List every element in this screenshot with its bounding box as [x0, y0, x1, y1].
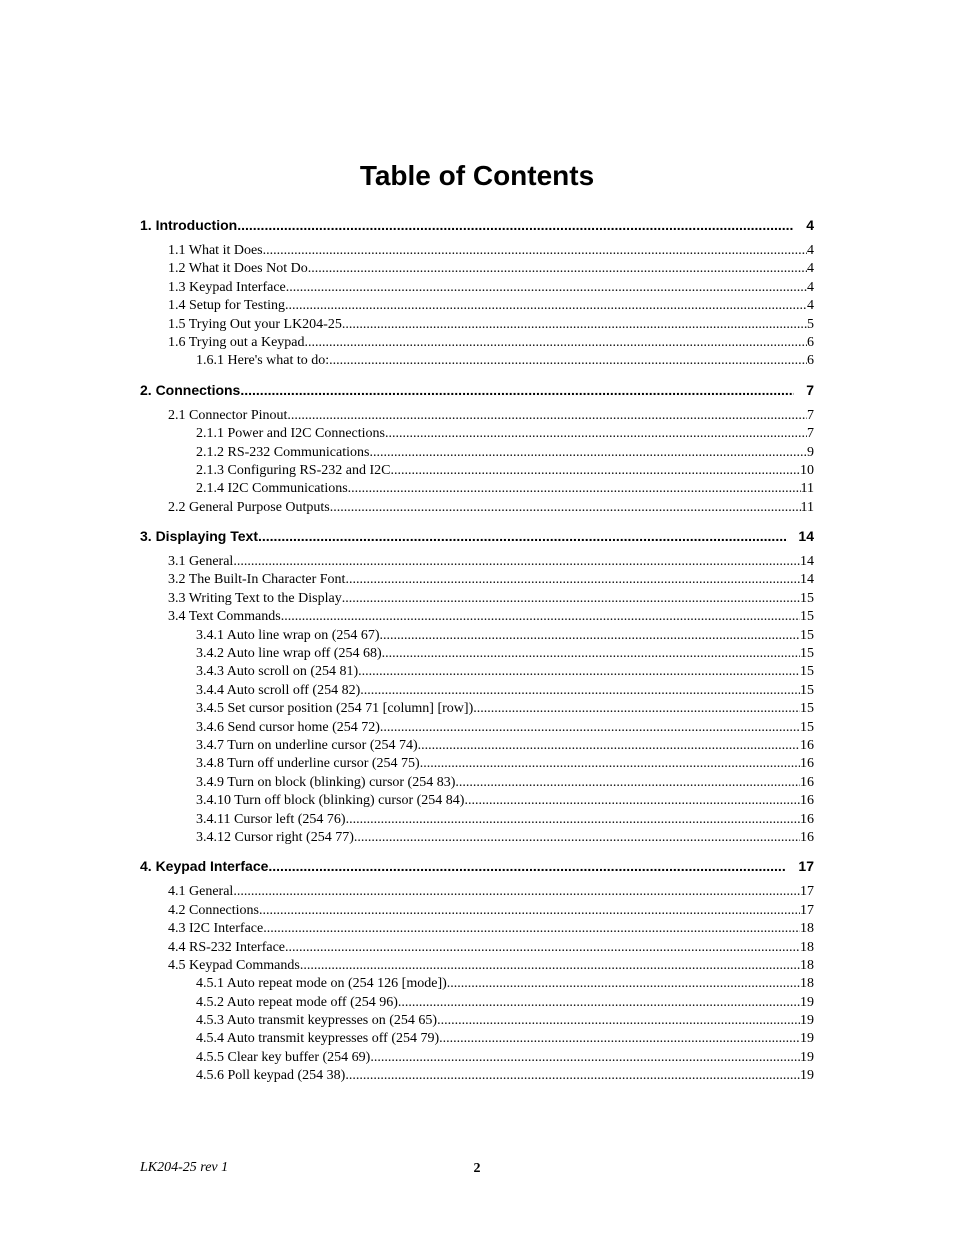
toc-entry-page: 17 [798, 858, 814, 875]
toc-dot-leader [380, 719, 800, 737]
toc-dot-leader [420, 755, 800, 773]
toc-chapter-entry[interactable] [140, 525, 814, 547]
toc-section-entry[interactable] [140, 499, 814, 517]
toc-dot-leader [447, 975, 800, 993]
toc-entry-page: 4 [807, 279, 814, 295]
toc-section-entry[interactable] [140, 571, 814, 589]
toc-entry-title: 4.5.5 Clear key buffer (254 69) [196, 1049, 371, 1065]
toc-dot-leader [305, 334, 808, 352]
toc-dot-leader [369, 444, 807, 462]
toc-entry-title: 3.4.6 Send cursor home (254 72) [196, 719, 380, 735]
toc-subsection-entry[interactable] [140, 1030, 814, 1048]
toc-entry-title: 3.2 The Built-In Character Font [168, 572, 346, 588]
toc-dot-leader [233, 883, 800, 901]
toc-dot-leader [473, 700, 800, 718]
toc-dot-leader [237, 214, 794, 236]
toc-section-entry[interactable] [140, 316, 814, 334]
toc-entry-page: 14 [800, 554, 814, 570]
toc-entry-page: 15 [800, 701, 814, 717]
toc-dot-leader [342, 316, 807, 334]
toc-entry-title: 4.3 I2C Interface [168, 921, 264, 937]
toc-entry-title: 3.4.4 Auto scroll off (254 82) [196, 682, 361, 698]
toc-subsection-entry[interactable] [140, 1049, 814, 1067]
toc-entry-page: 16 [800, 829, 814, 845]
toc-dot-leader [455, 774, 800, 792]
toc-entry-title: 4.4 RS-232 Interface [168, 939, 286, 955]
toc-entry-page: 15 [800, 682, 814, 698]
toc-entry-title: 3.4.2 Auto line wrap off (254 68) [196, 646, 382, 662]
toc-entry-page: 7 [807, 426, 814, 442]
toc-entry-page: 14 [800, 572, 814, 588]
toc-entry-page: 4 [807, 261, 814, 277]
toc-section-entry[interactable] [140, 407, 814, 425]
toc-section-entry[interactable] [140, 957, 814, 975]
toc-entry-title: 1. Introduction [140, 217, 238, 233]
toc-dot-leader [285, 297, 807, 315]
toc-section-entry[interactable] [140, 279, 814, 297]
toc-dot-leader [342, 590, 800, 608]
toc-dot-leader [329, 352, 807, 370]
toc-entry-page: 4 [806, 217, 814, 233]
toc-entry-page: 6 [807, 353, 814, 369]
toc-section-entry[interactable] [140, 902, 814, 920]
toc-entry-title: 2.2 General Purpose Outputs [168, 499, 330, 515]
toc-entry-title: 4.5.4 Auto transmit keypresses off (254 79) [196, 1031, 440, 1047]
toc-dot-leader [263, 242, 807, 260]
toc-entry-page: 19 [800, 994, 814, 1010]
toc-entry-page: 17 [800, 884, 814, 900]
toc-dot-leader [300, 957, 800, 975]
toc-entry-title: 4.1 General [168, 884, 234, 900]
toc-entry-title: 2.1.4 I2C Communications [196, 481, 348, 497]
toc-entry-page: 18 [800, 957, 814, 973]
toc-entry-page: 11 [800, 499, 814, 515]
footer-page-number: 2 [473, 1161, 481, 1176]
toc-subsection-entry[interactable] [140, 1067, 814, 1085]
toc-entry-title: 4.5.6 Poll keypad (254 38) [196, 1068, 346, 1084]
toc-subsection-entry[interactable] [140, 480, 814, 498]
toc-entry-title: 4.2 Connections [168, 902, 259, 918]
toc-entry-title: 4. Keypad Interface [140, 858, 269, 875]
toc-dot-leader [439, 1030, 800, 1048]
toc-subsection-entry[interactable] [140, 755, 814, 773]
toc-entry-title: 3.4.11 Cursor left (254 76) [196, 811, 346, 827]
toc-section-entry[interactable] [140, 920, 814, 938]
toc-entry-title: 2. Connections [140, 381, 241, 398]
toc-dot-leader [398, 994, 800, 1012]
toc-dot-leader [346, 811, 800, 829]
toc-entry-page: 16 [800, 756, 814, 772]
toc-entry-page: 16 [800, 737, 814, 753]
toc-dot-leader [308, 260, 807, 278]
toc-subsection-entry[interactable] [140, 737, 814, 755]
toc-entry-title: 3.4.1 Auto line wrap on (254 67) [196, 627, 380, 643]
toc-subsection-entry[interactable] [140, 1012, 814, 1030]
toc-subsection-entry[interactable] [140, 700, 814, 718]
toc-dot-leader [382, 645, 800, 663]
toc-section-entry[interactable] [140, 260, 814, 278]
toc-entry-page: 4 [807, 298, 814, 314]
toc-subsection-entry[interactable] [140, 811, 814, 829]
toc-dot-leader [348, 480, 801, 498]
toc-subsection-entry[interactable] [140, 425, 814, 443]
toc-section-entry[interactable] [140, 608, 814, 626]
toc-entry-page: 19 [800, 1013, 814, 1029]
toc-dot-leader [240, 379, 794, 401]
toc-entry-page: 15 [800, 719, 814, 735]
toc-dot-leader [345, 571, 800, 589]
toc-entry-title: 1.4 Setup for Testing [168, 298, 285, 314]
toc-entry-title: 1.6.1 Here's what to do: [196, 353, 330, 369]
toc-dot-leader [263, 920, 800, 938]
toc-subsection-entry[interactable] [140, 829, 814, 847]
toc-entry-title: 3.4.12 Cursor right (254 77) [196, 829, 354, 845]
toc-subsection-entry[interactable] [140, 975, 814, 993]
toc-entry-page: 18 [800, 921, 814, 937]
page-title: Table of Contents [359, 160, 595, 191]
toc-entry-title: 4.5.1 Auto repeat mode on (254 126 [mode]) [196, 976, 447, 992]
toc-entry-page: 15 [800, 609, 814, 625]
toc-dot-leader [233, 553, 800, 571]
toc-entry-page: 19 [800, 1049, 814, 1065]
toc-dot-leader [286, 279, 807, 297]
toc-dot-leader [287, 407, 807, 425]
toc-dot-leader [345, 1067, 800, 1085]
toc-section-entry[interactable] [140, 939, 814, 957]
toc-entry-title: 1.6 Trying out a Keypad [168, 334, 305, 350]
toc-subsection-entry[interactable] [140, 774, 814, 792]
toc-dot-leader [437, 1012, 800, 1030]
toc-dot-leader [354, 829, 800, 847]
toc-dot-leader [370, 1049, 800, 1067]
toc-entry-title: 3.3 Writing Text to the Display [168, 590, 342, 606]
toc-dot-leader [258, 525, 786, 547]
toc-subsection-entry[interactable] [140, 792, 814, 810]
toc-section-entry[interactable] [140, 334, 814, 352]
toc-entry-page: 4 [807, 243, 814, 258]
toc-entry-page: 16 [800, 774, 814, 790]
toc-entry-page: 10 [800, 462, 814, 478]
toc-entry-title: 3.4 Text Commands [168, 609, 281, 625]
toc-entry-title: 3.4.7 Turn on underline cursor (254 74) [196, 737, 418, 753]
toc-entry-page: 16 [800, 811, 814, 827]
toc-entry-page: 15 [800, 590, 814, 606]
footer-doc-label: LK204-25 rev 1 [140, 1160, 229, 1175]
toc-dot-leader [285, 939, 800, 957]
toc-subsection-entry[interactable] [140, 719, 814, 737]
toc-subsection-entry[interactable] [140, 645, 814, 663]
toc-entry-page: 18 [800, 976, 814, 992]
toc-entry-title: 4.5 Keypad Commands [168, 957, 300, 973]
toc-dot-leader [385, 425, 807, 443]
toc-dot-leader [358, 663, 800, 681]
toc-chapter-entry[interactable] [140, 379, 814, 401]
toc-subsection-entry[interactable] [140, 627, 814, 645]
toc-subsection-entry[interactable] [140, 994, 814, 1012]
toc-subsection-entry[interactable] [140, 663, 814, 681]
toc-subsection-entry[interactable] [140, 352, 814, 370]
toc-entry-title: 2.1.2 RS-232 Communications [196, 444, 370, 460]
toc-subsection-entry[interactable] [140, 682, 814, 700]
toc-section-entry[interactable] [140, 590, 814, 608]
toc-subsection-entry[interactable] [140, 444, 814, 462]
toc-entry-title: 1.5 Trying Out your LK204-25 [168, 316, 342, 332]
toc-entry-page: 9 [807, 444, 814, 460]
toc-entry-title: 3.4.10 Turn off block (blinking) cursor (254 84) [196, 793, 465, 809]
toc-entry-page: 16 [800, 793, 814, 809]
toc-section-entry[interactable] [140, 553, 814, 571]
toc-entry-page: 7 [807, 407, 814, 423]
toc-entry-title: 4.5.2 Auto repeat mode off (254 96) [196, 994, 398, 1010]
toc-dot-leader [330, 499, 801, 517]
toc-entry-page: 15 [800, 664, 814, 680]
toc-entry-page: 14 [798, 528, 814, 545]
toc-entry-title: 4.5.3 Auto transmit keypresses on (254 65) [196, 1013, 438, 1029]
toc-entry-page: 18 [800, 939, 814, 955]
toc-entry-page: 17 [800, 902, 814, 918]
toc-entry-title: 3.4.3 Auto scroll on (254 81) [196, 664, 359, 680]
toc-dot-leader [464, 792, 800, 810]
toc-entry-page: 7 [806, 381, 814, 398]
toc-chapter-entry[interactable] [140, 214, 814, 236]
toc-dot-leader [380, 627, 800, 645]
toc-subsection-entry[interactable] [140, 462, 814, 480]
toc-dot-leader [281, 608, 800, 626]
toc-entry-title: 1.1 What it Does [168, 243, 263, 258]
toc-entry-page: 6 [807, 334, 814, 350]
toc-dot-leader [259, 902, 800, 920]
toc-entry-page: 19 [800, 1068, 814, 1084]
toc-section-entry[interactable] [140, 242, 814, 260]
toc-dot-leader [390, 462, 800, 480]
toc-chapter-entry[interactable] [140, 855, 814, 877]
toc-entry-title: 2.1.1 Power and I2C Connections [196, 426, 385, 442]
table-of-contents [140, 214, 814, 1086]
toc-entry-title: 1.2 What it Does Not Do [168, 261, 308, 277]
toc-entry-title: 3. Displaying Text [140, 528, 258, 545]
toc-dot-leader [268, 855, 786, 877]
toc-entry-page: 5 [807, 316, 814, 332]
toc-entry-page: 19 [800, 1031, 814, 1047]
toc-entry-page: 15 [800, 627, 814, 643]
toc-entry-title: 1.3 Keypad Interface [168, 279, 286, 295]
toc-entry-title: 3.4.9 Turn on block (blinking) cursor (254 83) [196, 774, 456, 790]
toc-dot-leader [360, 682, 800, 700]
toc-entry-title: 2.1.3 Configuring RS-232 and I2C [196, 462, 391, 478]
toc-section-entry[interactable] [140, 883, 814, 901]
toc-entry-title: 2.1 Connector Pinout [168, 407, 288, 423]
toc-entry-page: 11 [800, 481, 814, 497]
toc-dot-leader [418, 737, 800, 755]
toc-entry-title: 3.1 General [168, 554, 234, 570]
toc-entry-title: 3.4.5 Set cursor position (254 71 [column] [row]) [196, 701, 474, 717]
toc-entry-page: 15 [800, 646, 814, 662]
toc-entry-title: 3.4.8 Turn off underline cursor (254 75) [196, 756, 420, 772]
toc-section-entry[interactable] [140, 297, 814, 315]
